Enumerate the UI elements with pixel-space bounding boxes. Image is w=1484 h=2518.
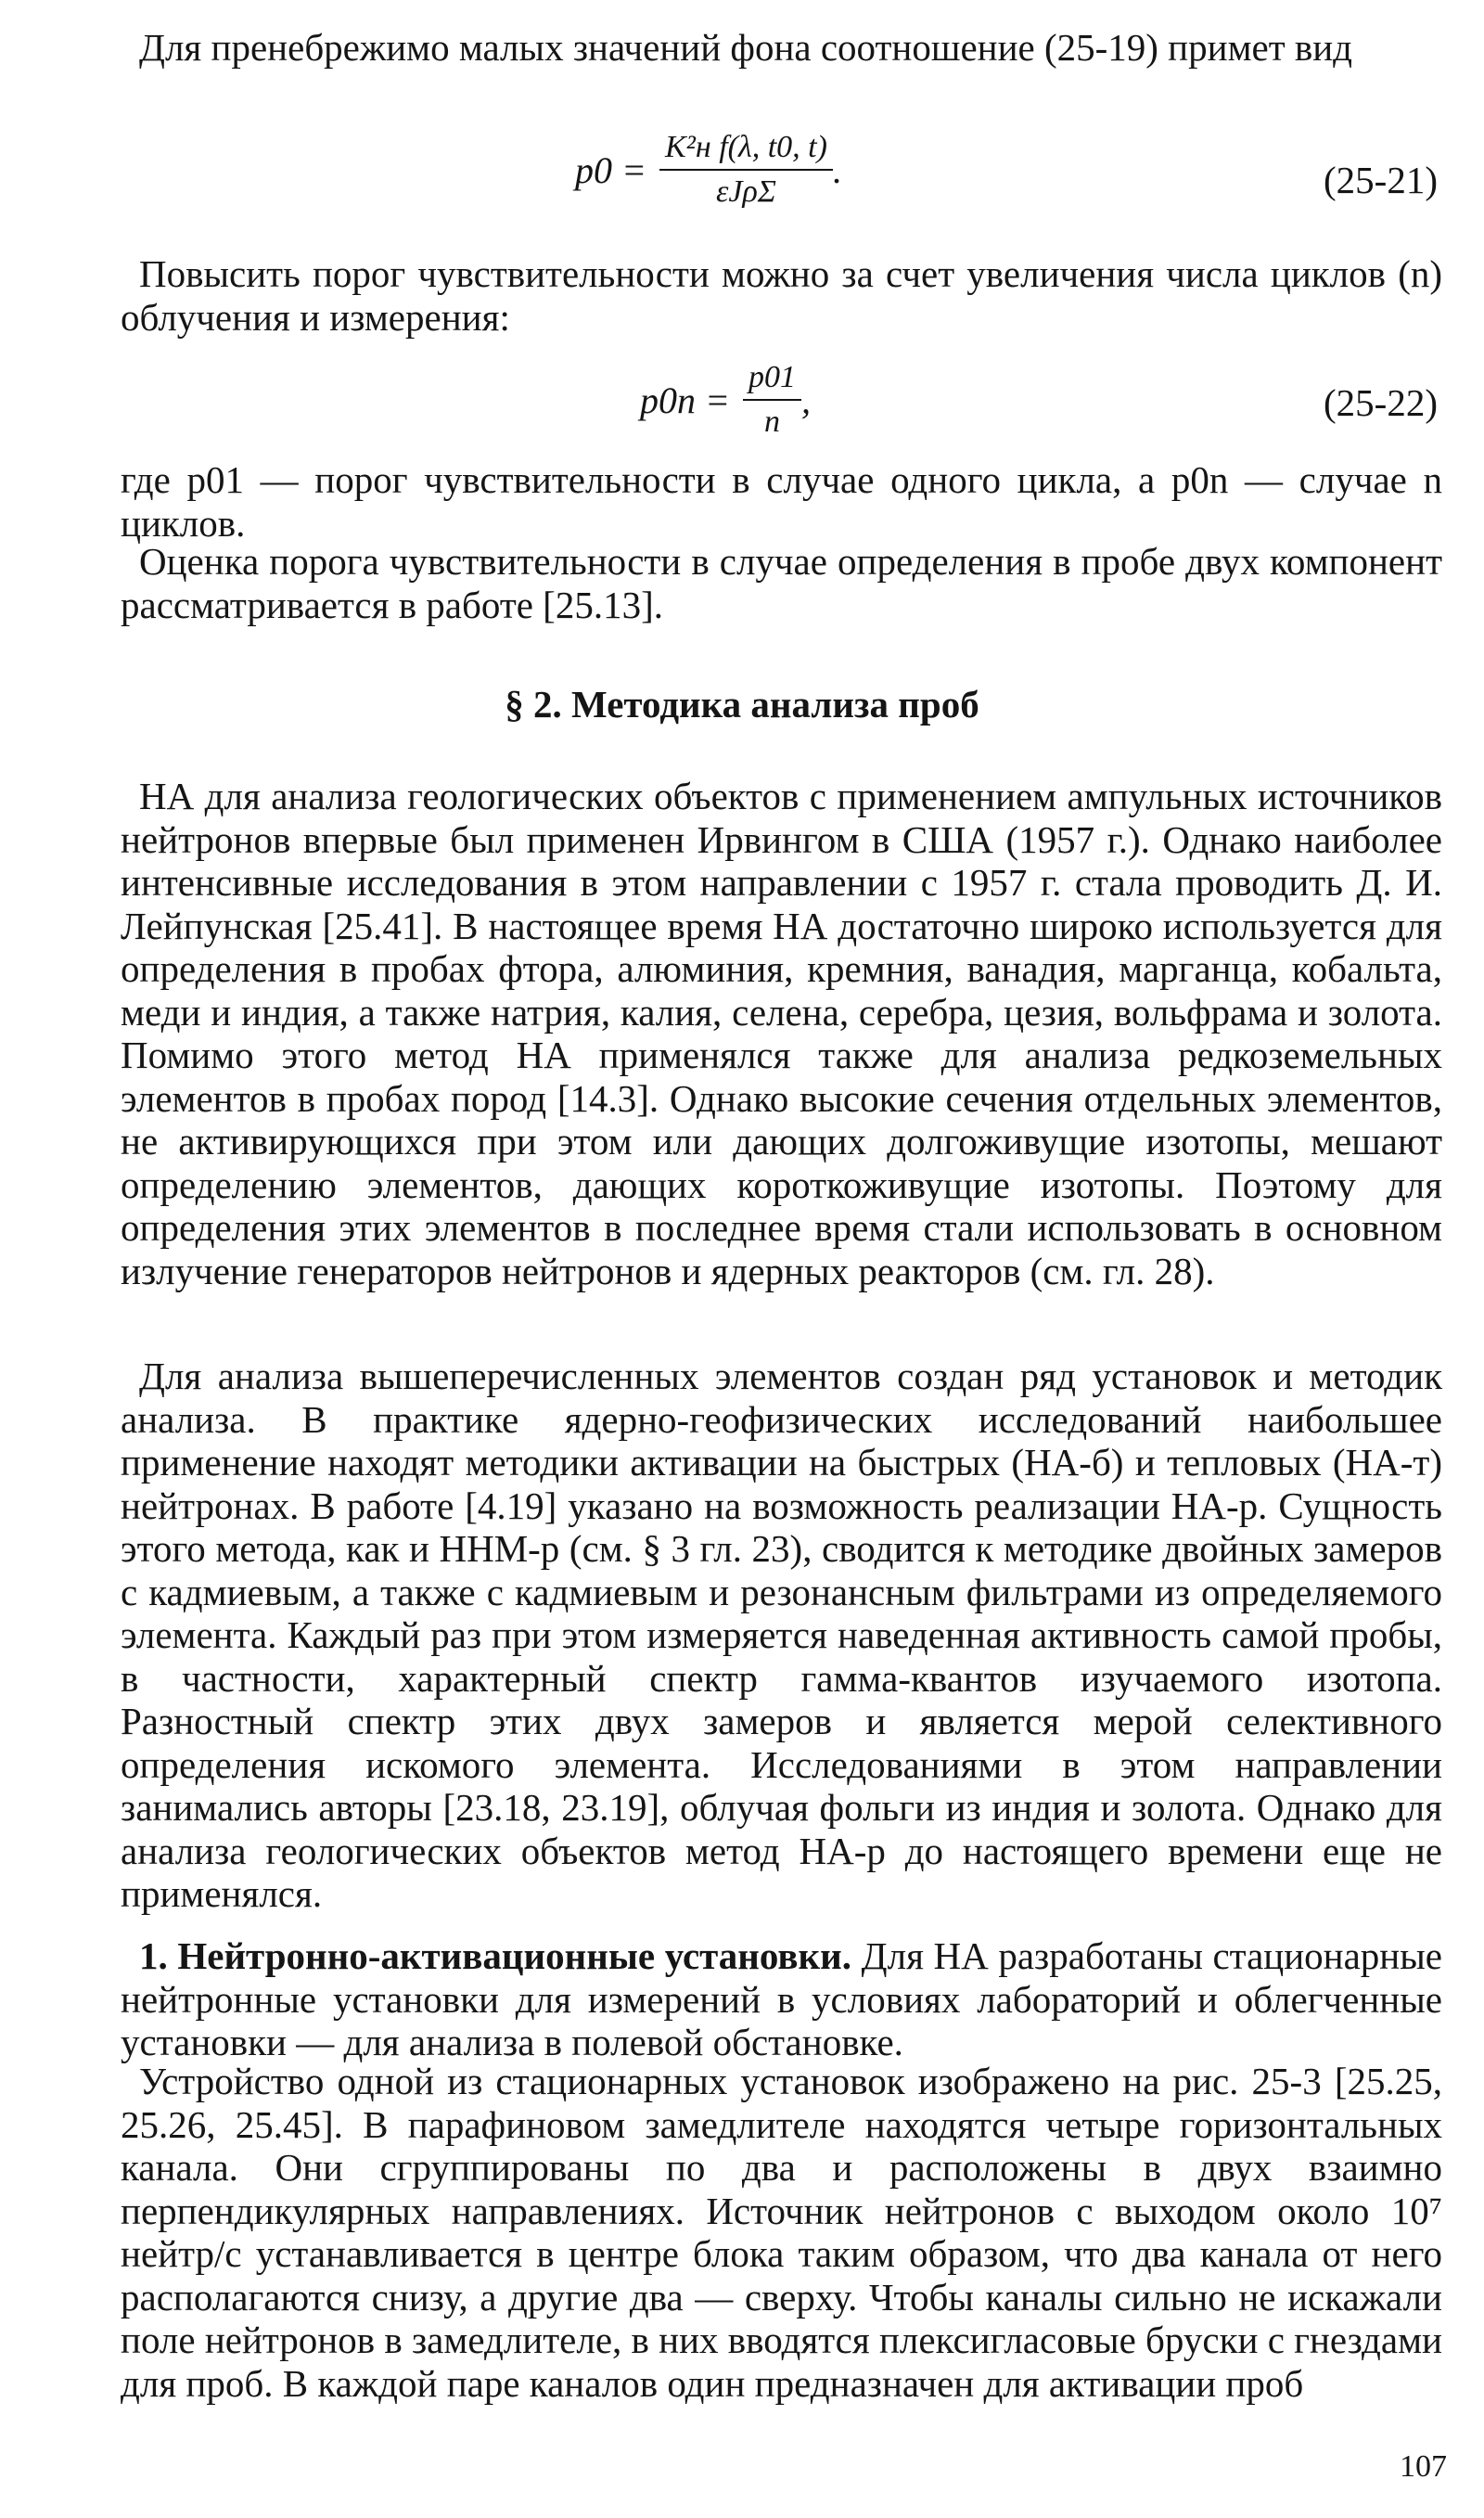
paragraph-lead-heading: 1. Нейтронно-активационные установки. xyxy=(139,1934,852,1977)
paragraph-device: Устройство одной из стационарных установок изображено на рис. 25-3 [25.25, 25.26, 25.45]. В парафиновом замедлителе находятся четыре горизонтальных канала. Они сгруппированы по два и расположены в двух взаимно перпендикулярных направлениях. Источник нейтронов с выходом около 10⁷ нейтр/с устанавливается в центре блока таким образом, что два канала от него располагаются снизу, а другие два — сверху. Чтобы каналы сильно не искажали поле нейтронов в замедлителе, в них вводятся плексигласовые бруски с гнездами для проб. В каждой паре каналов один предназначен для активации проб xyxy=(121,2060,1442,2405)
paragraph-intro: Для пренебрежимо малых значений фона соотношение (25-19) примет вид xyxy=(139,26,1353,69)
equation-trail: . xyxy=(832,148,842,191)
equation-label: (25-21) xyxy=(1324,159,1438,201)
equation-label: (25-22) xyxy=(1324,381,1438,424)
equation-denominator: εJρΣ xyxy=(715,174,776,209)
paragraph-cycles: Повысить порог чувствительности можно за счет увеличения числа циклов (n) облучения и измерения: xyxy=(121,252,1442,339)
paragraph-installations xyxy=(121,1934,1442,2064)
equation-25-21 xyxy=(0,130,1484,223)
paragraph-methods: Для анализа вышеперечисленных элементов создан ряд установок и методик анализа. В практике ядерно-геофизических исследований наибольшее применение находят методики активации на быстрых (НА-б) и тепловых (НА-т) нейтронах. В работе [4.19] указано на возможность реализации НА-р. Сущность этого метода, как и ННМ-р (см. § 3 гл. 23), сводится к методике двойных замеров с кадмиевым, а также с кадмиевым и резонансным фильтрами из определяемого элемента. Каждый раз при этом измеряется наведенная активность самой пробы, в частности, характерный спектр гамма-квантов изучаемого изотопа. Разностный спектр этих двух замеров и является мерой селективного определения искомого элемента. Исследованиями в этом направлении занимались авторы [23.18, 23.19], облучая фольги из индия и золота. Однако для анализа геологических объектов метод НА-р до настоящего времени еще не применялся. xyxy=(121,1355,1442,1915)
paragraph-history: НА для анализа геологических объектов с применением ампульных источников нейтронов впервые был применен Ирвингом в США (1957 г.). Однако наиболее интенсивные исследования в этом направлении с 1957 г. стала проводить Д. И. Лейпунская [25.41]. В настоящее время НА достаточно широко используется для определения в пробах фтора, алюминия, кремния, ванадия, марганца, кобальта, меди и индия, а также натрия, калия, селена, серебра, цезия, вольфрама и золота. Помимо этого метод НА применялся также для анализа редкоземельных элементов в пробах пород [14.3]. Однако высокие сечения отдельных элементов, не активирующихся при этом или дающих долгоживущие изотопы, мешают определению элементов, дающих короткоживущие изотопы. Поэтому для определения этих элементов в последнее время стали использовать в основном излучение генераторов нейтронов и ядерных реакторов (см. гл. 28). xyxy=(121,775,1442,1292)
paragraph-where: где p01 — порог чувствительности в случае одного цикла, а p0n — случае n циклов. xyxy=(121,458,1442,545)
section-heading: § 2. Методика анализа проб xyxy=(505,683,979,726)
equation-trail: , xyxy=(801,379,811,421)
paragraph-installations-text: Для НА разработаны стационарные нейтронные установки для измерений в условиях лабораторий и облегченные установки — для анализа в полевой обстановке. xyxy=(121,1934,1442,2063)
equation-lhs: p0 = xyxy=(575,148,646,191)
page-number: 107 xyxy=(1400,2449,1447,2484)
paragraph-two-components: Оценка порога чувствительности в случае определения в пробе двух компонент рассматривается в работе [25.13]. xyxy=(121,540,1442,626)
equation-25-22 xyxy=(0,360,1484,453)
equation-numerator: K²н f(λ, t0, t) xyxy=(659,130,833,171)
equation-numerator: p01 xyxy=(743,360,801,401)
equation-denominator: n xyxy=(764,405,780,439)
equation-lhs: p0n = xyxy=(640,379,730,421)
